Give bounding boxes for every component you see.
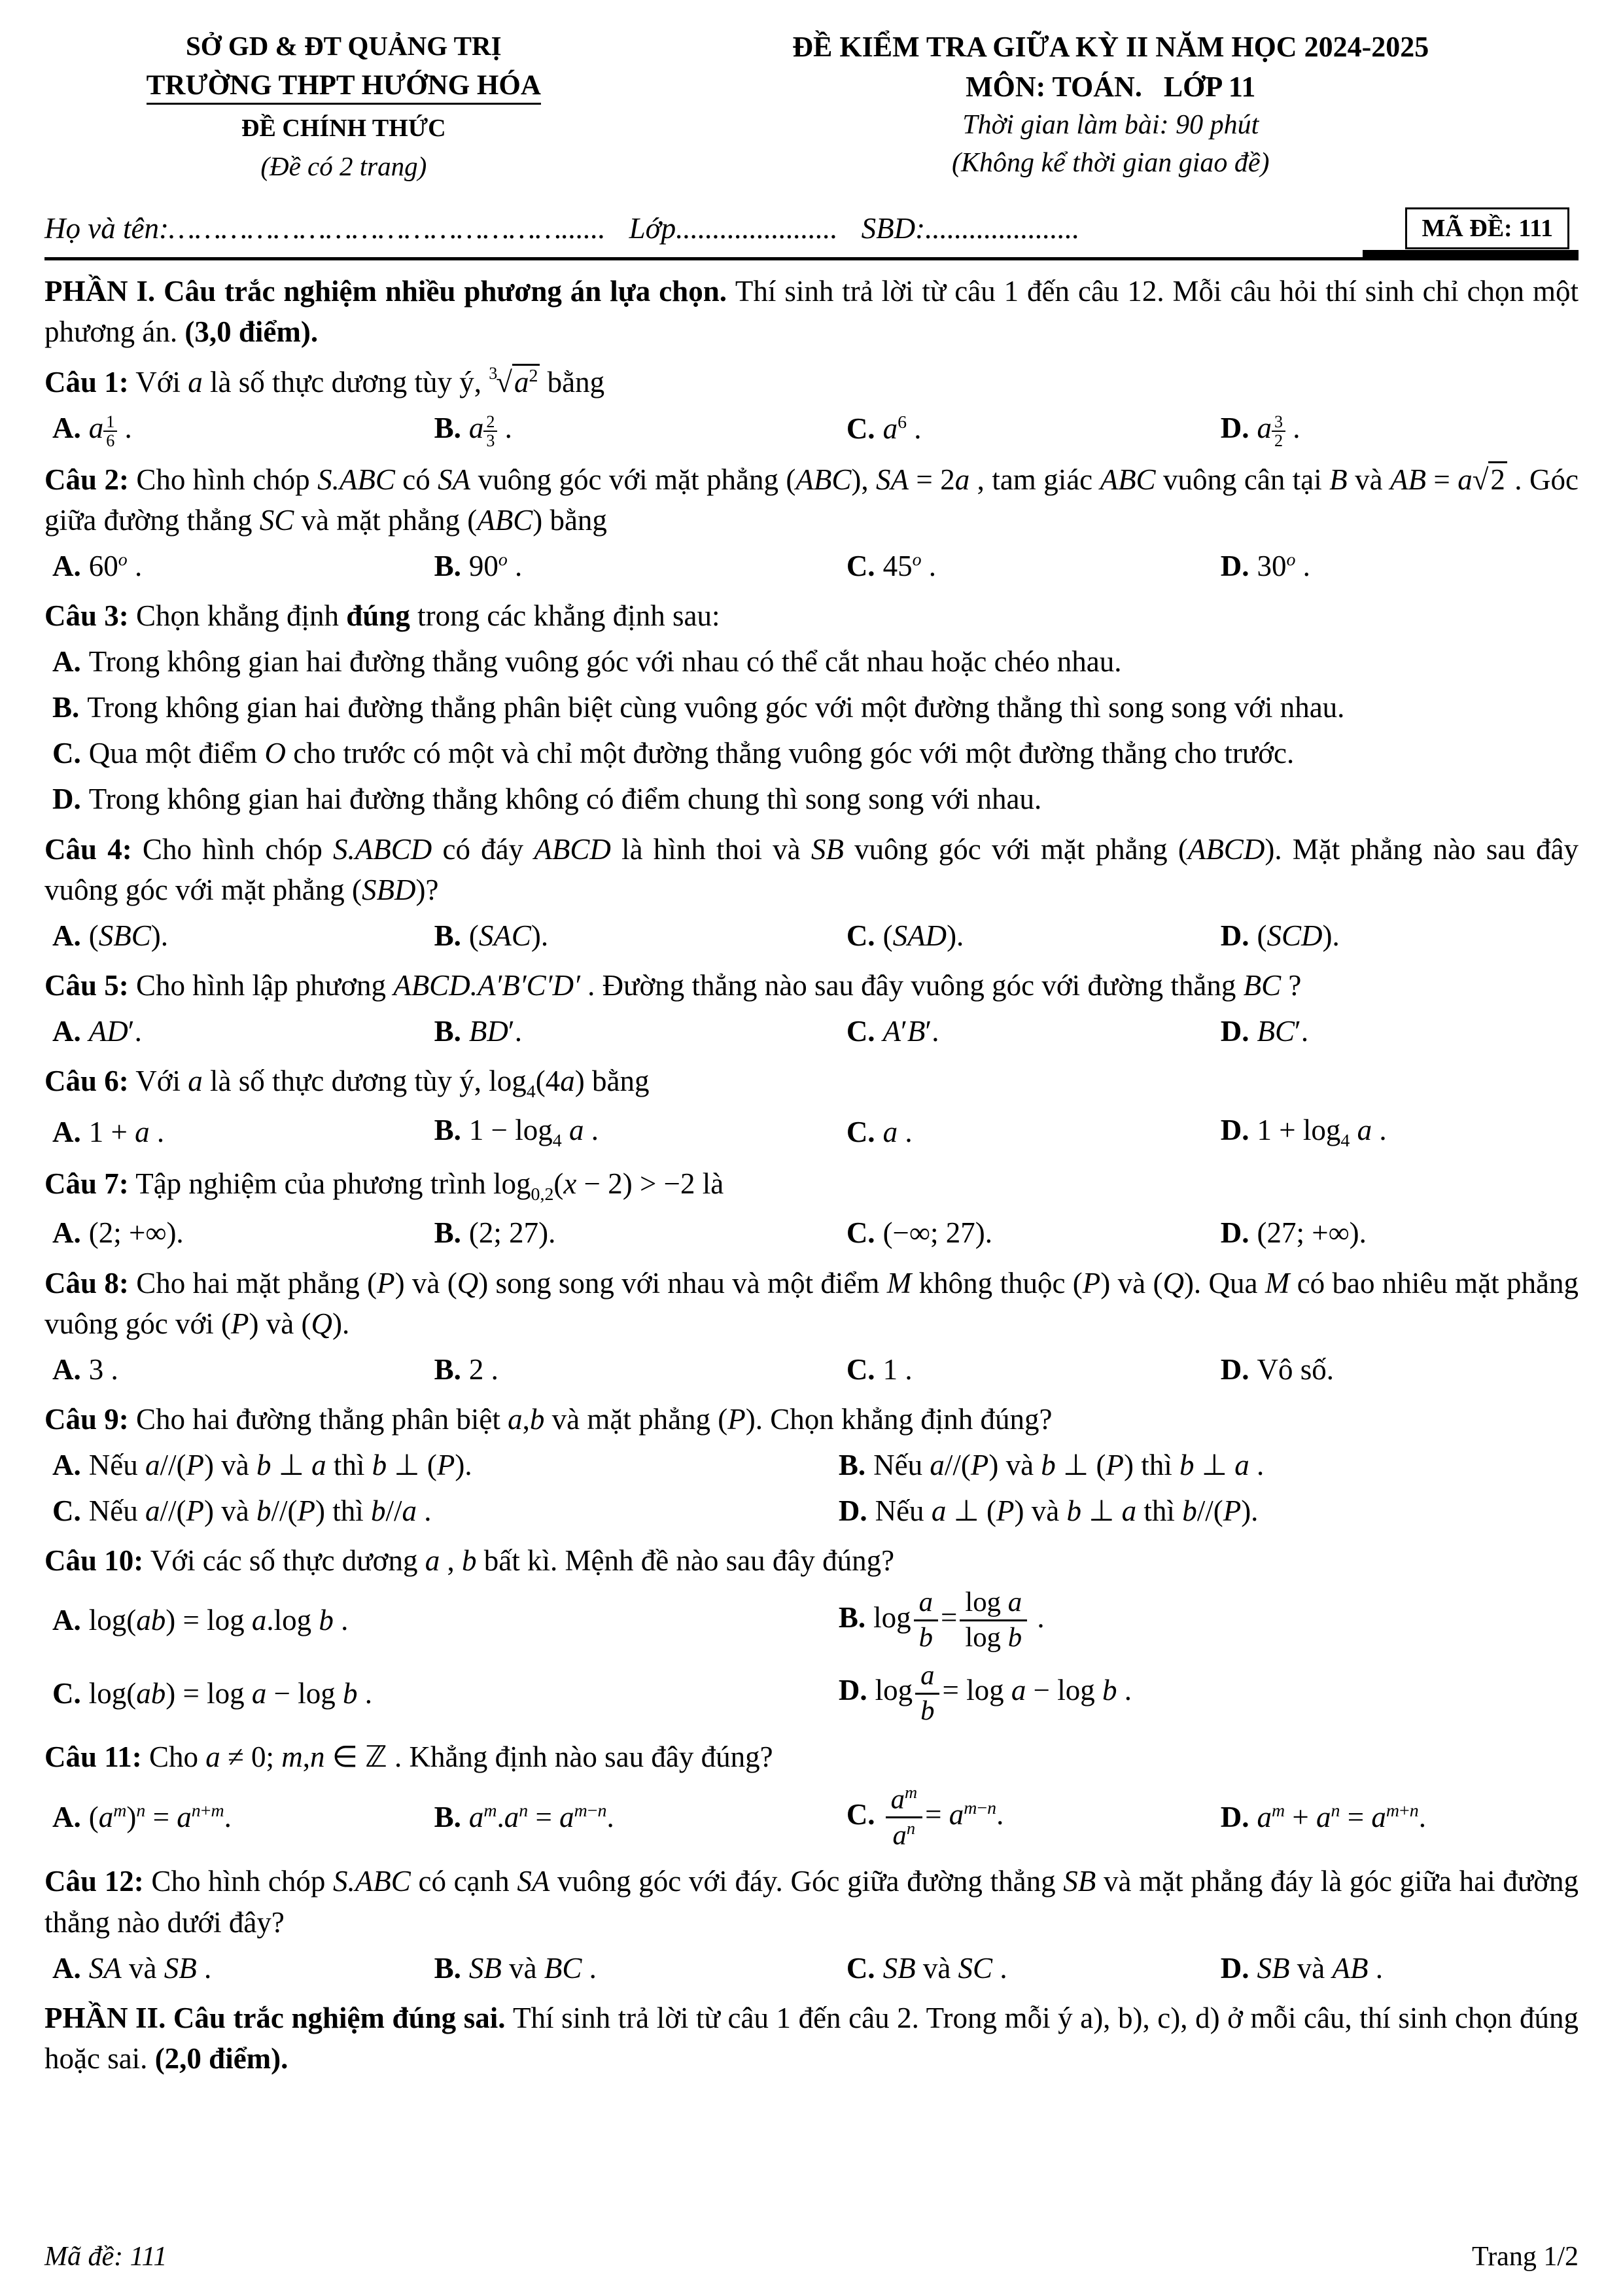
student-info-row bbox=[44, 207, 1579, 249]
answer-option-B bbox=[434, 546, 839, 586]
question-4-options bbox=[44, 915, 1579, 956]
answer-option-C bbox=[846, 1948, 1213, 1988]
option-key: C. bbox=[52, 1494, 81, 1528]
answer-option-B bbox=[434, 1011, 839, 1051]
question-5 bbox=[44, 965, 1579, 1051]
option-value: (SCD). bbox=[1257, 919, 1340, 952]
option-key: B. bbox=[434, 1014, 461, 1048]
answer-option-B bbox=[434, 1797, 839, 1837]
option-key: C. bbox=[846, 1797, 875, 1831]
option-value: Trong không gian hai đường thẳng phân biệt cùng vuông góc với một đường thẳng thì song song với nhau. bbox=[87, 691, 1345, 724]
option-value: 1 + a . bbox=[88, 1116, 165, 1149]
answer-option-C bbox=[846, 1349, 1213, 1390]
option-key: B. bbox=[434, 1801, 461, 1834]
option-value: (SAC). bbox=[468, 919, 549, 952]
option-key: C. bbox=[846, 1116, 875, 1149]
option-value: 1 . bbox=[882, 1352, 913, 1386]
option-value: SB và BC . bbox=[468, 1951, 597, 1985]
question-8 bbox=[44, 1263, 1579, 1390]
option-key: B. bbox=[434, 1352, 461, 1386]
option-key: B. bbox=[434, 549, 461, 582]
question-5-options bbox=[44, 1011, 1579, 1051]
option-value: 45$^o$ . bbox=[882, 549, 937, 582]
question-1-text: Câu 1: Với a là số thực dương tùy ý, $^3√a^2$ bằng bbox=[44, 363, 605, 398]
option-key: D. bbox=[1220, 919, 1249, 952]
option-value: BD′. bbox=[468, 1014, 522, 1048]
answer-option-C bbox=[846, 915, 1213, 956]
question-10-text: Câu 10: Với các số thực dương a , b bất kì. Mệnh đề nào sau đây đúng? bbox=[44, 1544, 895, 1578]
option-value: (2; 27). bbox=[468, 1216, 556, 1250]
question-3-options bbox=[44, 641, 1579, 819]
option-key: C. bbox=[52, 1677, 81, 1710]
option-key: D. bbox=[1220, 1114, 1249, 1147]
header-left bbox=[44, 27, 643, 185]
school-name: TRƯỜNG THPT HƯỚNG HÓA bbox=[44, 66, 643, 105]
question-label: Câu 8: bbox=[44, 1266, 129, 1299]
option-value: $1 + \log_4 a$ . bbox=[1257, 1114, 1387, 1152]
option-key: A. bbox=[52, 1352, 81, 1386]
option-key: C. bbox=[846, 549, 875, 582]
header-divider bbox=[44, 257, 1579, 260]
option-value: 30$^o$ . bbox=[1257, 549, 1310, 582]
question-8-options bbox=[44, 1349, 1579, 1390]
answer-option-B bbox=[434, 1110, 839, 1154]
subject-line: MÔN: TOÁN. LỚP 11 bbox=[966, 70, 1256, 103]
answer-option-C bbox=[846, 1782, 1213, 1852]
spacer bbox=[44, 2079, 1579, 2227]
option-key: C. bbox=[52, 737, 81, 770]
option-key: B. bbox=[434, 919, 461, 952]
option-value: 3 . bbox=[88, 1352, 118, 1386]
option-value: A′B′. bbox=[882, 1014, 939, 1048]
question-9 bbox=[44, 1399, 1579, 1531]
option-key: D. bbox=[1220, 549, 1249, 582]
answer-option-A bbox=[52, 641, 1579, 682]
option-key: A. bbox=[52, 1216, 81, 1250]
question-12 bbox=[44, 1861, 1579, 1988]
option-key: A. bbox=[52, 919, 81, 952]
duration-note: (Không kể thời gian giao đề) bbox=[952, 148, 1270, 179]
answer-option-A bbox=[52, 546, 427, 586]
option-key: D. bbox=[52, 783, 81, 816]
answer-option-D bbox=[1221, 1110, 1579, 1154]
option-key: A. bbox=[52, 411, 81, 444]
option-key: A. bbox=[52, 1604, 81, 1637]
answer-option-A bbox=[52, 1948, 427, 1988]
answer-option-C bbox=[52, 733, 1579, 773]
option-key: A. bbox=[52, 645, 81, 679]
answer-option-B bbox=[434, 1212, 839, 1253]
option-key: D. bbox=[838, 1494, 867, 1528]
answer-option-A bbox=[52, 408, 427, 450]
answer-option-B bbox=[434, 1349, 839, 1390]
answer-option-D bbox=[839, 1659, 1579, 1727]
question-9-text: Câu 9: Cho hai đường thẳng phân biệt a,b và mặt phẳng (P). Chọn khẳng định đúng? bbox=[44, 1402, 1053, 1436]
department-name: SỞ GD & ĐT QUẢNG TRỊ bbox=[185, 31, 502, 61]
option-value: a $\frac{3}{2}$ . bbox=[1257, 411, 1300, 451]
question-11-options bbox=[44, 1782, 1579, 1852]
option-value: SB và AB . bbox=[1257, 1951, 1383, 1985]
question-6 bbox=[44, 1061, 1579, 1154]
question-1 bbox=[44, 362, 1579, 450]
answer-option-C bbox=[846, 546, 1213, 586]
option-key: A. bbox=[52, 1801, 81, 1834]
option-value: SA và SB . bbox=[88, 1951, 212, 1985]
question-4-text: Câu 4: Cho hình chóp S.ABCD có đáy ABCD là hình thoi và SB vuông góc với mặt phẳng (ABCD). Mặt phẳng nào sau đây vuông góc với mặt phẳng (SBD)? bbox=[44, 832, 1579, 906]
questions bbox=[44, 353, 1579, 1988]
question-label: Câu 7: bbox=[44, 1167, 129, 1200]
option-value: log(ab) = log a − log b . bbox=[88, 1677, 373, 1710]
option-value: $a^m + a^n = a^{m+n}$. bbox=[1257, 1801, 1426, 1834]
answer-option-D bbox=[1221, 915, 1579, 956]
option-value: $\frac{a^m}{a^n}$ = $a^{m-n}$. bbox=[883, 1798, 1004, 1831]
option-value: SB và SC . bbox=[882, 1951, 1007, 1985]
answer-option-C bbox=[846, 1011, 1213, 1051]
question-label: Câu 2: bbox=[44, 463, 129, 496]
duration-line: Thời gian làm bài: 90 phút bbox=[962, 110, 1259, 141]
question-12-options bbox=[44, 1948, 1579, 1988]
answer-option-A bbox=[52, 1349, 427, 1390]
option-value: Vô số. bbox=[1257, 1352, 1334, 1386]
answer-option-A bbox=[52, 1212, 427, 1253]
option-value: Nếu a//(P) và b ⊥ (P) thì b ⊥ a . bbox=[873, 1448, 1265, 1481]
option-key: B. bbox=[52, 691, 80, 724]
option-key: A. bbox=[52, 1448, 81, 1481]
answer-option-D bbox=[1221, 1011, 1579, 1051]
question-label: Câu 1: bbox=[44, 365, 129, 398]
question-6-text: Câu 6: Với a là số thực dương tùy ý, $\log_4(4a)$ bằng bbox=[44, 1064, 650, 1102]
question-11 bbox=[44, 1737, 1579, 1852]
question-2 bbox=[44, 459, 1579, 586]
option-value: (27; +∞). bbox=[1257, 1216, 1367, 1250]
question-10-options bbox=[44, 1586, 1579, 1727]
option-value: a $\frac{2}{3}$ . bbox=[468, 411, 512, 451]
header-right bbox=[643, 27, 1579, 183]
question-label: Câu 10: bbox=[44, 1544, 144, 1578]
option-key: C. bbox=[846, 1951, 875, 1985]
option-key: D. bbox=[838, 1674, 867, 1707]
answer-option-D bbox=[1221, 1797, 1579, 1837]
question-label: Câu 5: bbox=[44, 968, 129, 1002]
question-label: Câu 11: bbox=[44, 1740, 142, 1773]
option-value: (SAD). bbox=[882, 919, 964, 952]
answer-option-C bbox=[846, 1112, 1213, 1152]
option-value: log $\frac{a}{b}$ = log a − log b . bbox=[875, 1660, 1132, 1726]
option-key: B. bbox=[838, 1600, 866, 1634]
exam-official-label: ĐỀ CHÍNH THỨC bbox=[241, 114, 446, 142]
option-key: A. bbox=[52, 1951, 81, 1985]
question-label: Câu 12: bbox=[44, 1865, 144, 1898]
question-label: Câu 3: bbox=[44, 599, 129, 633]
part1-instructions: Thí sinh trả lời từ câu 1 đến câu 12. Mỗi câu hỏi thí sinh chỉ chọn một phương án. bbox=[44, 275, 1579, 349]
answer-option-D bbox=[1221, 1349, 1579, 1390]
option-key: D. bbox=[1220, 1801, 1249, 1834]
answer-option-D bbox=[1221, 1948, 1579, 1988]
answer-option-B bbox=[434, 915, 839, 956]
answer-option-A bbox=[52, 915, 427, 956]
question-4 bbox=[44, 829, 1579, 956]
header bbox=[44, 27, 1579, 185]
answer-option-D bbox=[1221, 408, 1579, 450]
option-key: B. bbox=[434, 1216, 461, 1250]
name-field: Họ và tên:………………………………………...... bbox=[44, 212, 606, 245]
option-key: C. bbox=[846, 1014, 875, 1048]
option-key: D. bbox=[1220, 1216, 1249, 1250]
answer-option-A bbox=[52, 1797, 427, 1837]
option-key: C. bbox=[846, 1352, 875, 1386]
question-7-options bbox=[44, 1212, 1579, 1253]
question-label: Câu 4: bbox=[44, 832, 132, 866]
question-label: Câu 9: bbox=[44, 1402, 129, 1436]
option-value: log $\frac{a}{b}$ = $\frac{\text{log a}}{\text{log b}}$ . bbox=[873, 1587, 1045, 1653]
option-key: C. bbox=[846, 412, 875, 446]
option-key: B. bbox=[434, 411, 461, 444]
part2-points: (2,0 điểm). bbox=[154, 2041, 288, 2075]
question-5-text: Câu 5: Cho hình lập phương ABCD.A′B′C′D′ . Đường thẳng nào sau đây vuông góc với đường thẳng BC ? bbox=[44, 968, 1302, 1002]
part1-title: PHẦN I. Câu trắc nghiệm nhiều phương án lựa chọn. bbox=[44, 275, 735, 308]
answer-option-A bbox=[52, 1600, 831, 1640]
option-value: BC′. bbox=[1257, 1014, 1309, 1048]
option-key: A. bbox=[52, 549, 81, 582]
question-2-text: Câu 2: Cho hình chóp S.ABC có SA vuông góc với mặt phẳng (ABC), SA = 2a , tam giác ABC vuông cân tại B và AB = a√2 . Góc giữa đường thẳng SC và mặt phẳng (ABC) bằng bbox=[44, 459, 1579, 540]
exam-code-box: MÃ ĐỀ: 111 bbox=[1405, 207, 1569, 249]
option-value: $(a^m)^n = a^{n+m}$. bbox=[88, 1801, 232, 1834]
option-value: $a^m.a^n = a^{m-n}$. bbox=[468, 1801, 614, 1834]
option-value: $a^6$ . bbox=[882, 412, 922, 446]
answer-option-C bbox=[846, 408, 1213, 449]
question-12-text: Câu 12: Cho hình chóp S.ABC có cạnh SA vuông góc với đáy. Góc giữa đường thẳng SB và mặt phẳng đáy là góc giữa hai đường thẳng nào dưới đây? bbox=[44, 1865, 1579, 1939]
answer-option-B bbox=[52, 687, 1579, 728]
option-value: 60$^o$ . bbox=[88, 549, 143, 582]
answer-option-D bbox=[839, 1491, 1579, 1531]
part1-heading bbox=[44, 271, 1579, 352]
answer-option-B bbox=[434, 408, 839, 450]
option-key: A. bbox=[52, 1116, 81, 1149]
footer-page-number: Trang 1/2 bbox=[1472, 2242, 1579, 2272]
footer-exam-code: Mã đề: 111 bbox=[44, 2242, 167, 2272]
question-label: Câu 6: bbox=[44, 1064, 129, 1097]
option-value: Trong không gian hai đường thẳng không có điểm chung thì song song với nhau. bbox=[88, 783, 1042, 816]
option-key: D. bbox=[1220, 411, 1249, 444]
answer-option-B bbox=[839, 1445, 1579, 1485]
question-7 bbox=[44, 1163, 1579, 1254]
question-9-options bbox=[44, 1445, 1579, 1531]
option-value: a $\frac{1}{6}$ . bbox=[88, 411, 132, 451]
exam-title: ĐỀ KIỂM TRA GIỮA KỲ II NĂM HỌC 2024-2025 bbox=[792, 31, 1429, 63]
answer-option-B bbox=[434, 1948, 839, 1988]
answer-option-D bbox=[52, 779, 1579, 819]
part1-points: (3,0 điểm). bbox=[184, 315, 319, 349]
answer-option-B bbox=[839, 1586, 1579, 1654]
option-key: A. bbox=[52, 1014, 81, 1048]
option-value: a . bbox=[882, 1116, 913, 1149]
option-value: $1 - \log_4 a$ . bbox=[468, 1114, 599, 1152]
class-field: Lớp...................... bbox=[629, 212, 838, 245]
answer-option-C bbox=[52, 1491, 831, 1531]
question-3 bbox=[44, 595, 1579, 819]
question-2-options bbox=[44, 546, 1579, 586]
answer-option-D bbox=[1221, 1212, 1579, 1253]
option-value: Nếu a ⊥ (P) và b ⊥ a thì b//(P). bbox=[875, 1494, 1259, 1528]
option-key: B. bbox=[434, 1114, 461, 1147]
option-key: C. bbox=[846, 919, 875, 952]
option-key: C. bbox=[846, 1216, 875, 1250]
option-key: B. bbox=[838, 1448, 866, 1481]
sbd-field: SBD:..................... bbox=[861, 212, 1080, 245]
part2-title: PHẦN II. Câu trắc nghiệm đúng sai. bbox=[44, 2001, 514, 2034]
option-value: Nếu a//(P) và b ⊥ a thì b ⊥ (P). bbox=[88, 1448, 472, 1481]
answer-option-C bbox=[52, 1673, 831, 1714]
option-value: Qua một điểm O cho trước có một và chỉ một đường thẳng vuông góc với một đường thẳng cho trước. bbox=[88, 737, 1295, 770]
answer-option-A bbox=[52, 1445, 831, 1485]
option-value: (2; +∞). bbox=[88, 1216, 184, 1250]
option-value: (−∞; 27). bbox=[882, 1216, 992, 1250]
option-key: D. bbox=[1220, 1352, 1249, 1386]
question-10 bbox=[44, 1540, 1579, 1727]
part2-instructions: Thí sinh trả lời từ câu 1 đến câu 2. Trong mỗi ý a), b), c), d) ở mỗi câu, thí sinh chọn đúng hoặc sai. bbox=[44, 2001, 1579, 2075]
answer-option-A bbox=[52, 1011, 427, 1051]
question-8-text: Câu 8: Cho hai mặt phẳng (P) và (Q) song song với nhau và một điểm M không thuộc (P) và (Q). Qua M có bao nhiêu mặt phẳng vuông góc với (P) và (Q). bbox=[44, 1266, 1579, 1340]
option-value: AD′. bbox=[88, 1014, 142, 1048]
part2-heading bbox=[44, 1998, 1579, 2079]
question-6-options bbox=[44, 1110, 1579, 1154]
page-count-note: (Đề có 2 trang) bbox=[260, 151, 427, 182]
answer-option-D bbox=[1221, 546, 1579, 586]
option-key: B. bbox=[434, 1951, 461, 1985]
answer-option-C bbox=[846, 1212, 1213, 1253]
option-key: D. bbox=[1220, 1951, 1249, 1985]
question-7-text: Câu 7: Tập nghiệm của phương trình $\log_{0,2}(x - 2) > -2$ là bbox=[44, 1167, 724, 1205]
option-value: (SBC). bbox=[88, 919, 169, 952]
option-value: Trong không gian hai đường thẳng vuông góc với nhau có thể cắt nhau hoặc chéo nhau. bbox=[88, 645, 1122, 679]
option-value: Nếu a//(P) và b//(P) thì b//a . bbox=[88, 1494, 432, 1528]
option-key: D. bbox=[1220, 1014, 1249, 1048]
option-value: log(ab) = log a.log b . bbox=[88, 1604, 349, 1637]
answer-option-A bbox=[52, 1112, 427, 1152]
footer bbox=[44, 2238, 1579, 2276]
question-11-text: Câu 11: Cho a ≠ 0; m,n ∈ ℤ . Khẳng định nào sau đây đúng? bbox=[44, 1740, 773, 1773]
question-1-options bbox=[44, 408, 1579, 450]
question-3-text: Câu 3: Chọn khẳng định đúng trong các khẳng định sau: bbox=[44, 599, 720, 633]
option-value: 2 . bbox=[468, 1352, 498, 1386]
option-value: 90$^o$ . bbox=[468, 549, 523, 582]
